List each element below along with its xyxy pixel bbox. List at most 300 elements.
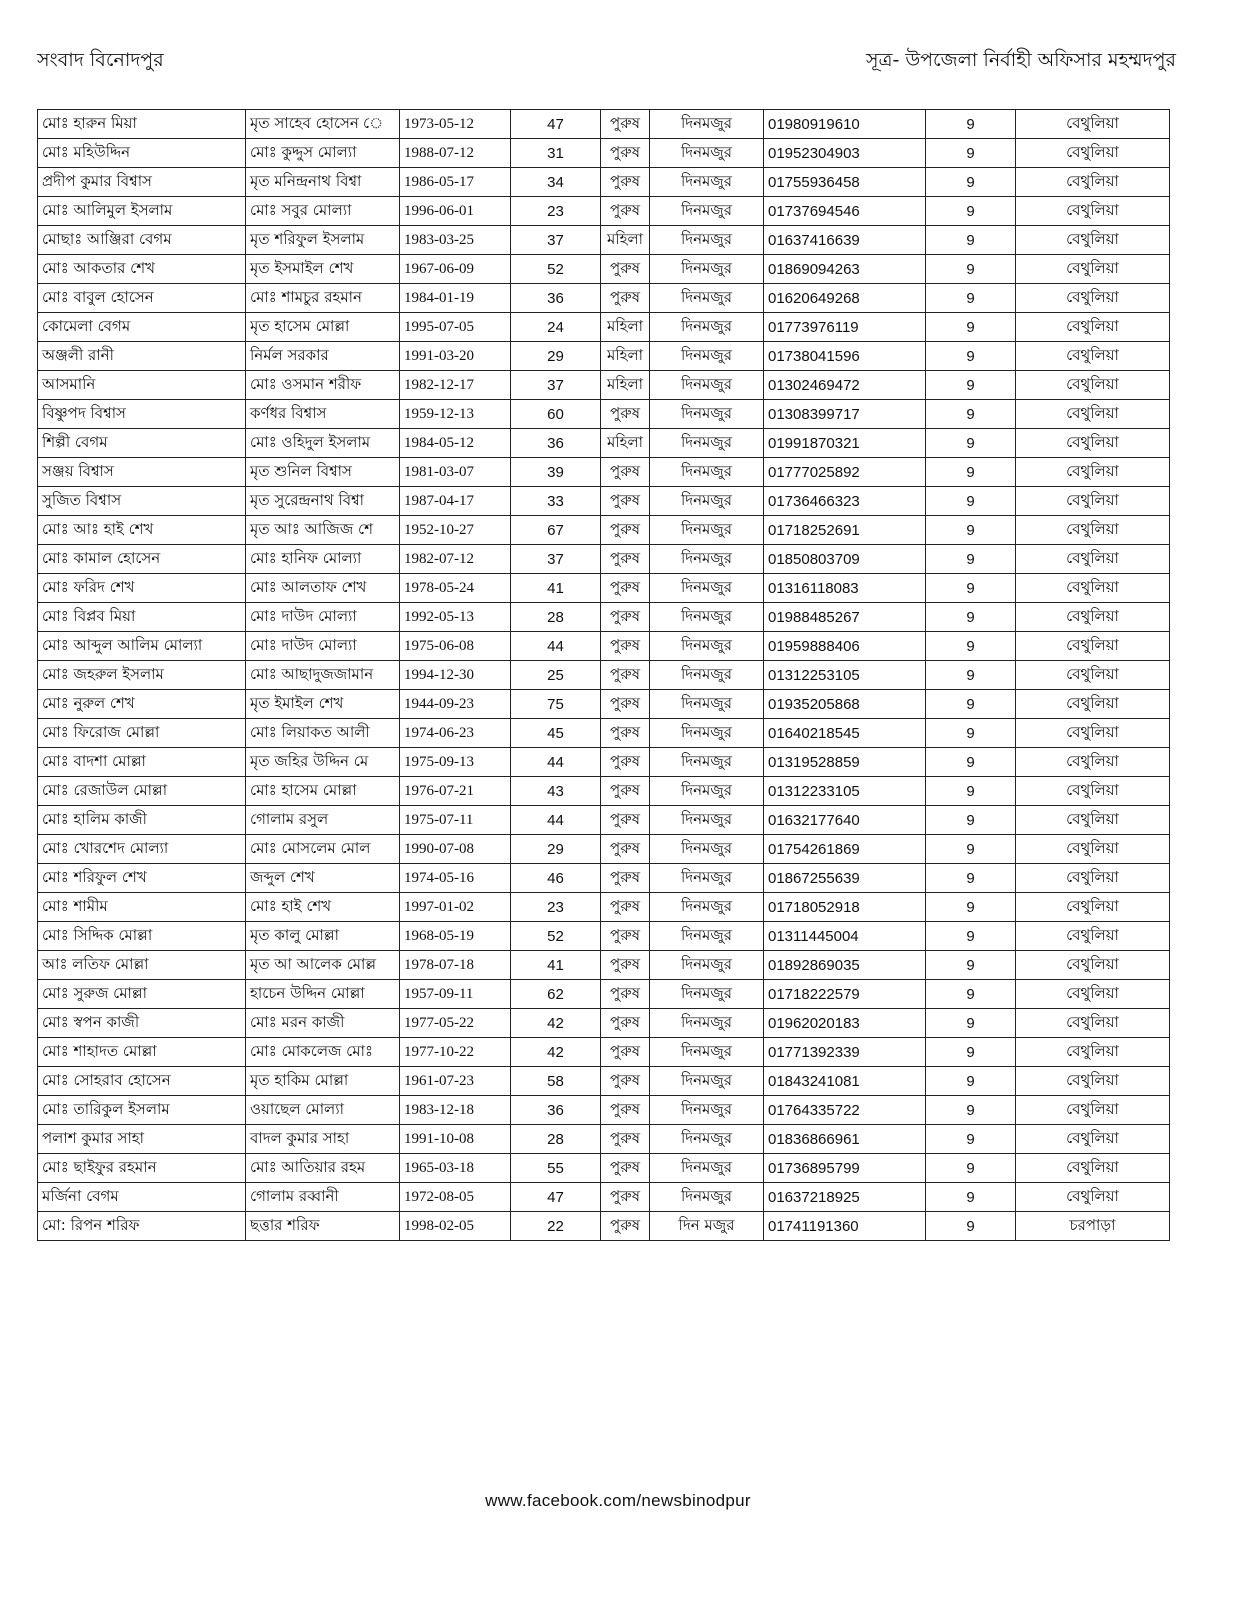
age-cell: 33: [511, 487, 601, 516]
ward-cell: 9: [926, 719, 1016, 748]
father-name-cell: গোলাম রসুল: [246, 806, 400, 835]
phone-cell: 01632177640: [764, 806, 926, 835]
table-row: [38, 806, 1170, 835]
village-cell: বেথুলিয়া: [1016, 226, 1170, 255]
age-cell: 24: [511, 313, 601, 342]
name-cell: শিল্পী বেগম: [38, 429, 246, 458]
table-row: [38, 1212, 1170, 1241]
ward-cell: 9: [926, 922, 1016, 951]
father-name-cell: মৃত আঃ আজিজ শে: [246, 516, 400, 545]
name-cell: মোঃ আব্দুল আলিম মোল্যা: [38, 632, 246, 661]
gender-cell: পুরুষ: [601, 1038, 650, 1067]
occupation-cell: দিনমজুর: [650, 458, 764, 487]
name-cell: মোঃ সিদ্দিক মোল্লা: [38, 922, 246, 951]
father-name-cell: মোঃ আতিয়ার রহম: [246, 1154, 400, 1183]
dob-cell: 1961-07-23: [400, 1067, 511, 1096]
occupation-cell: দিনমজুর: [650, 545, 764, 574]
village-cell: বেথুলিয়া: [1016, 1038, 1170, 1067]
father-name-cell: মৃত হাসেম মোল্লা: [246, 313, 400, 342]
name-cell: মোঃ আঃ হাই শেখ: [38, 516, 246, 545]
phone-cell: 01771392339: [764, 1038, 926, 1067]
father-name-cell: মোঃ ওহিদুল ইসলাম: [246, 429, 400, 458]
gender-cell: পুরুষ: [601, 255, 650, 284]
gender-cell: পুরুষ: [601, 139, 650, 168]
occupation-cell: দিনমজুর: [650, 748, 764, 777]
dob-cell: 1977-10-22: [400, 1038, 511, 1067]
phone-cell: 01718252691: [764, 516, 926, 545]
age-cell: 52: [511, 255, 601, 284]
phone-cell: 01777025892: [764, 458, 926, 487]
age-cell: 67: [511, 516, 601, 545]
name-cell: মর্জিনা বেগম: [38, 1183, 246, 1212]
dob-cell: 1982-07-12: [400, 545, 511, 574]
phone-cell: 01980919610: [764, 110, 926, 139]
table-row: [38, 864, 1170, 893]
age-cell: 39: [511, 458, 601, 487]
ward-cell: 9: [926, 139, 1016, 168]
phone-cell: 01637218925: [764, 1183, 926, 1212]
village-cell: বেথুলিয়া: [1016, 603, 1170, 632]
village-cell: বেথুলিয়া: [1016, 864, 1170, 893]
occupation-cell: দিনমজুর: [650, 632, 764, 661]
ward-cell: 9: [926, 951, 1016, 980]
age-cell: 31: [511, 139, 601, 168]
village-cell: বেথুলিয়া: [1016, 806, 1170, 835]
village-cell: বেথুলিয়া: [1016, 690, 1170, 719]
father-name-cell: মৃত কালু মোল্লা: [246, 922, 400, 951]
father-name-cell: মোঃ হাই শেখ: [246, 893, 400, 922]
phone-cell: 01892869035: [764, 951, 926, 980]
name-cell: মোঃ জহরুল ইসলাম: [38, 661, 246, 690]
ward-cell: 9: [926, 777, 1016, 806]
village-cell: বেথুলিয়া: [1016, 1096, 1170, 1125]
occupation-cell: দিনমজুর: [650, 864, 764, 893]
phone-cell: 01988485267: [764, 603, 926, 632]
gender-cell: পুরুষ: [601, 458, 650, 487]
age-cell: 37: [511, 545, 601, 574]
phone-cell: 01718052918: [764, 893, 926, 922]
dob-cell: 1992-05-13: [400, 603, 511, 632]
footer-facebook-url: www.facebook.com/newsbinodpur: [485, 1491, 751, 1510]
father-name-cell: ছত্তার শরিফ: [246, 1212, 400, 1241]
father-name-cell: মোঃ দাউদ মোল্যা: [246, 632, 400, 661]
village-cell: বেথুলিয়া: [1016, 545, 1170, 574]
gender-cell: পুরুষ: [601, 951, 650, 980]
phone-cell: 01311445004: [764, 922, 926, 951]
table-row: [38, 1183, 1170, 1212]
father-name-cell: মৃত হাকিম মোল্লা: [246, 1067, 400, 1096]
table-row: [38, 922, 1170, 951]
occupation-cell: দিনমজুর: [650, 516, 764, 545]
table-row: [38, 226, 1170, 255]
village-cell: বেথুলিয়া: [1016, 980, 1170, 1009]
dob-cell: 1977-05-22: [400, 1009, 511, 1038]
ward-cell: 9: [926, 1125, 1016, 1154]
name-cell: প্রদীপ কুমার বিশ্বাস: [38, 168, 246, 197]
age-cell: 47: [511, 1183, 601, 1212]
ward-cell: 9: [926, 632, 1016, 661]
name-cell: মোঃ নুরুল শেখ: [38, 690, 246, 719]
dob-cell: 1978-05-24: [400, 574, 511, 603]
occupation-cell: দিনমজুর: [650, 806, 764, 835]
dob-cell: 1994-12-30: [400, 661, 511, 690]
village-cell: বেথুলিয়া: [1016, 487, 1170, 516]
occupation-cell: দিনমজুর: [650, 1183, 764, 1212]
phone-cell: 01869094263: [764, 255, 926, 284]
ward-cell: 9: [926, 893, 1016, 922]
dob-cell: 1990-07-08: [400, 835, 511, 864]
name-cell: মোঃ ফিরোজ মোল্লা: [38, 719, 246, 748]
father-name-cell: বাদল কুমার সাহা: [246, 1125, 400, 1154]
phone-cell: 01962020183: [764, 1009, 926, 1038]
occupation-cell: দিনমজুর: [650, 400, 764, 429]
ward-cell: 9: [926, 226, 1016, 255]
table-row: [38, 400, 1170, 429]
name-cell: পলাশ কুমার সাহা: [38, 1125, 246, 1154]
dob-cell: 1952-10-27: [400, 516, 511, 545]
name-cell: মোঃ ছাইফুর রহমান: [38, 1154, 246, 1183]
age-cell: 28: [511, 603, 601, 632]
occupation-cell: দিনমজুর: [650, 1154, 764, 1183]
occupation-cell: দিনমজুর: [650, 342, 764, 371]
village-cell: বেথুলিয়া: [1016, 371, 1170, 400]
gender-cell: পুরুষ: [601, 1125, 650, 1154]
gender-cell: পুরুষ: [601, 835, 650, 864]
age-cell: 36: [511, 1096, 601, 1125]
table-row: [38, 690, 1170, 719]
father-name-cell: মোঃ মোসলেম মোল: [246, 835, 400, 864]
father-name-cell: মৃত ইমাইল শেখ: [246, 690, 400, 719]
phone-cell: 01755936458: [764, 168, 926, 197]
age-cell: 52: [511, 922, 601, 951]
name-cell: সঞ্জয় বিশ্বাস: [38, 458, 246, 487]
name-cell: মোঃ আকতার শেখ: [38, 255, 246, 284]
dob-cell: 1957-09-11: [400, 980, 511, 1009]
dob-cell: 1984-05-12: [400, 429, 511, 458]
table-row: [38, 980, 1170, 1009]
dob-cell: 1978-07-18: [400, 951, 511, 980]
village-cell: বেথুলিয়া: [1016, 400, 1170, 429]
village-cell: বেথুলিয়া: [1016, 661, 1170, 690]
village-cell: বেথুলিয়া: [1016, 748, 1170, 777]
name-cell: অঞ্জলী রানী: [38, 342, 246, 371]
ward-cell: 9: [926, 1154, 1016, 1183]
age-cell: 28: [511, 1125, 601, 1154]
age-cell: 44: [511, 748, 601, 777]
village-cell: চরপাড়া: [1016, 1212, 1170, 1241]
table-row: [38, 1067, 1170, 1096]
table-row: [38, 777, 1170, 806]
phone-cell: 01773976119: [764, 313, 926, 342]
village-cell: বেথুলিয়া: [1016, 951, 1170, 980]
ward-cell: 9: [926, 748, 1016, 777]
dob-cell: 1997-01-02: [400, 893, 511, 922]
occupation-cell: দিনমজুর: [650, 1038, 764, 1067]
name-cell: কোমেলা বেগম: [38, 313, 246, 342]
ward-cell: 9: [926, 1038, 1016, 1067]
table-row: [38, 1038, 1170, 1067]
ward-cell: 9: [926, 603, 1016, 632]
occupation-cell: দিনমজুর: [650, 110, 764, 139]
ward-cell: 9: [926, 516, 1016, 545]
ward-cell: 9: [926, 110, 1016, 139]
father-name-cell: মোঃ হাসেম মোল্লা: [246, 777, 400, 806]
name-cell: মো: রিপন শরিফ: [38, 1212, 246, 1241]
phone-cell: 01316118083: [764, 574, 926, 603]
table-row: [38, 719, 1170, 748]
village-cell: বেথুলিয়া: [1016, 574, 1170, 603]
ward-cell: 9: [926, 1067, 1016, 1096]
phone-cell: 01764335722: [764, 1096, 926, 1125]
ward-cell: 9: [926, 371, 1016, 400]
phone-cell: 01991870321: [764, 429, 926, 458]
dob-cell: 1984-01-19: [400, 284, 511, 313]
dob-cell: 1972-08-05: [400, 1183, 511, 1212]
ward-cell: 9: [926, 342, 1016, 371]
table-row: [38, 574, 1170, 603]
gender-cell: মহিলা: [601, 371, 650, 400]
table-row: [38, 487, 1170, 516]
name-cell: মোছাঃ আঞ্জিরা বেগম: [38, 226, 246, 255]
occupation-cell: দিনমজুর: [650, 893, 764, 922]
gender-cell: পুরুষ: [601, 1067, 650, 1096]
phone-cell: 01640218545: [764, 719, 926, 748]
village-cell: বেথুলিয়া: [1016, 835, 1170, 864]
phone-cell: 01959888406: [764, 632, 926, 661]
phone-cell: 01867255639: [764, 864, 926, 893]
table-row: [38, 1125, 1170, 1154]
phone-cell: 01738041596: [764, 342, 926, 371]
occupation-cell: দিনমজুর: [650, 1067, 764, 1096]
ward-cell: 9: [926, 980, 1016, 1009]
village-cell: বেথুলিয়া: [1016, 893, 1170, 922]
name-cell: মোঃ আলিমুল ইসলাম: [38, 197, 246, 226]
father-name-cell: মোঃ ওসমান শরীফ: [246, 371, 400, 400]
dob-cell: 1991-03-20: [400, 342, 511, 371]
header-source-credit: সূত্র- উপজেলা নির্বাহী অফিসার মহম্মদপুর: [865, 49, 1176, 71]
father-name-cell: মোঃ হানিফ মোল্যা: [246, 545, 400, 574]
occupation-cell: দিনমজুর: [650, 197, 764, 226]
name-cell: মোঃ বাবুল হোসেন: [38, 284, 246, 313]
father-name-cell: মৃত শরিফুল ইসলাম: [246, 226, 400, 255]
gender-cell: পুরুষ: [601, 168, 650, 197]
gender-cell: পুরুষ: [601, 719, 650, 748]
dob-cell: 1968-05-19: [400, 922, 511, 951]
occupation-cell: দিনমজুর: [650, 980, 764, 1009]
age-cell: 36: [511, 429, 601, 458]
phone-cell: 01850803709: [764, 545, 926, 574]
ward-cell: 9: [926, 806, 1016, 835]
dob-cell: 1965-03-18: [400, 1154, 511, 1183]
occupation-cell: দিনমজুর: [650, 371, 764, 400]
age-cell: 47: [511, 110, 601, 139]
ward-cell: 9: [926, 835, 1016, 864]
gender-cell: মহিলা: [601, 313, 650, 342]
father-name-cell: মৃত সাহেব হোসেন ে: [246, 110, 400, 139]
occupation-cell: দিনমজুর: [650, 429, 764, 458]
phone-cell: 01718222579: [764, 980, 926, 1009]
age-cell: 22: [511, 1212, 601, 1241]
occupation-cell: দিনমজুর: [650, 1009, 764, 1038]
name-cell: আঃ লতিফ মোল্লা: [38, 951, 246, 980]
age-cell: 29: [511, 835, 601, 864]
table-row: [38, 661, 1170, 690]
table-row: [38, 110, 1170, 139]
father-name-cell: মোঃ আলতাফ শেখ: [246, 574, 400, 603]
name-cell: মোঃ রেজাউল মোল্লা: [38, 777, 246, 806]
beneficiary-table: [37, 109, 1170, 1241]
name-cell: মোঃ কামাল হোসেন: [38, 545, 246, 574]
village-cell: বেথুলিয়া: [1016, 1067, 1170, 1096]
gender-cell: মহিলা: [601, 342, 650, 371]
father-name-cell: মৃত সুরেন্দ্রনাথ বিশ্বা: [246, 487, 400, 516]
gender-cell: পুরুষ: [601, 632, 650, 661]
name-cell: মোঃ বিপ্লব মিয়া: [38, 603, 246, 632]
phone-cell: 01737694546: [764, 197, 926, 226]
ward-cell: 9: [926, 197, 1016, 226]
gender-cell: পুরুষ: [601, 661, 650, 690]
father-name-cell: মোঃ আছাদুজজামান: [246, 661, 400, 690]
village-cell: বেথুলিয়া: [1016, 110, 1170, 139]
age-cell: 58: [511, 1067, 601, 1096]
occupation-cell: দিনমজুর: [650, 951, 764, 980]
father-name-cell: গোলাম রব্বানী: [246, 1183, 400, 1212]
dob-cell: 1973-05-12: [400, 110, 511, 139]
father-name-cell: মোঃ মরন কাজী: [246, 1009, 400, 1038]
table-row: [38, 748, 1170, 777]
occupation-cell: দিনমজুর: [650, 1125, 764, 1154]
father-name-cell: মোঃ কুদ্দুস মোল্যা: [246, 139, 400, 168]
ward-cell: 9: [926, 864, 1016, 893]
age-cell: 42: [511, 1038, 601, 1067]
gender-cell: পুরুষ: [601, 1096, 650, 1125]
village-cell: বেথুলিয়া: [1016, 632, 1170, 661]
name-cell: মোঃ মহিউদ্দিন: [38, 139, 246, 168]
dob-cell: 1986-05-17: [400, 168, 511, 197]
ward-cell: 9: [926, 255, 1016, 284]
village-cell: বেথুলিয়া: [1016, 197, 1170, 226]
table-row: [38, 139, 1170, 168]
village-cell: বেথুলিয়া: [1016, 1183, 1170, 1212]
dob-cell: 1982-12-17: [400, 371, 511, 400]
occupation-cell: দিনমজুর: [650, 574, 764, 603]
dob-cell: 1975-06-08: [400, 632, 511, 661]
age-cell: 44: [511, 806, 601, 835]
name-cell: মোঃ খোরশেদ মোল্যা: [38, 835, 246, 864]
father-name-cell: মোঃ দাউদ মোল্যা: [246, 603, 400, 632]
village-cell: বেথুলিয়া: [1016, 429, 1170, 458]
age-cell: 42: [511, 1009, 601, 1038]
father-name-cell: হাচেন উদ্দিন মোল্লা: [246, 980, 400, 1009]
table-row: [38, 951, 1170, 980]
dob-cell: 1987-04-17: [400, 487, 511, 516]
dob-cell: 1981-03-07: [400, 458, 511, 487]
father-name-cell: মৃত মনিন্দ্রনাথ বিশ্বা: [246, 168, 400, 197]
phone-cell: 01836866961: [764, 1125, 926, 1154]
name-cell: মোঃ বাদশা মোল্লা: [38, 748, 246, 777]
name-cell: মোঃ শরিফুল শেখ: [38, 864, 246, 893]
name-cell: মোঃ স্বপন কাজী: [38, 1009, 246, 1038]
age-cell: 75: [511, 690, 601, 719]
phone-cell: 01312253105: [764, 661, 926, 690]
occupation-cell: দিনমজুর: [650, 255, 764, 284]
gender-cell: পুরুষ: [601, 400, 650, 429]
village-cell: বেথুলিয়া: [1016, 516, 1170, 545]
father-name-cell: মৃত ইসমাইল শেখ: [246, 255, 400, 284]
ward-cell: 9: [926, 574, 1016, 603]
ward-cell: 9: [926, 1212, 1016, 1241]
father-name-cell: ওয়াছেল মোল্যা: [246, 1096, 400, 1125]
gender-cell: পুরুষ: [601, 690, 650, 719]
ward-cell: 9: [926, 458, 1016, 487]
occupation-cell: দিনমজুর: [650, 835, 764, 864]
dob-cell: 1988-07-12: [400, 139, 511, 168]
dob-cell: 1983-03-25: [400, 226, 511, 255]
age-cell: 46: [511, 864, 601, 893]
father-name-cell: মোঃ মোকলেজ মোঃ: [246, 1038, 400, 1067]
name-cell: সুজিত বিশ্বাস: [38, 487, 246, 516]
age-cell: 34: [511, 168, 601, 197]
occupation-cell: দিনমজুর: [650, 226, 764, 255]
gender-cell: পুরুষ: [601, 748, 650, 777]
ward-cell: 9: [926, 1183, 1016, 1212]
father-name-cell: মোঃ সবুর মোল্যা: [246, 197, 400, 226]
father-name-cell: জব্দুল শেখ: [246, 864, 400, 893]
occupation-cell: দিনমজুর: [650, 487, 764, 516]
village-cell: বেথুলিয়া: [1016, 139, 1170, 168]
dob-cell: 1959-12-13: [400, 400, 511, 429]
table-body: [38, 110, 1170, 1241]
name-cell: মোঃ হালিম কাজী: [38, 806, 246, 835]
village-cell: বেথুলিয়া: [1016, 284, 1170, 313]
age-cell: 23: [511, 893, 601, 922]
village-cell: বেথুলিয়া: [1016, 255, 1170, 284]
gender-cell: পুরুষ: [601, 516, 650, 545]
village-cell: বেথুলিয়া: [1016, 1154, 1170, 1183]
dob-cell: 1995-07-05: [400, 313, 511, 342]
ward-cell: 9: [926, 487, 1016, 516]
gender-cell: পুরুষ: [601, 487, 650, 516]
occupation-cell: দিনমজুর: [650, 168, 764, 197]
village-cell: বেথুলিয়া: [1016, 313, 1170, 342]
dob-cell: 1976-07-21: [400, 777, 511, 806]
father-name-cell: মোঃ লিয়াকত আলী: [246, 719, 400, 748]
dob-cell: 1944-09-23: [400, 690, 511, 719]
table-row: [38, 516, 1170, 545]
gender-cell: পুরুষ: [601, 545, 650, 574]
gender-cell: পুরুষ: [601, 574, 650, 603]
ward-cell: 9: [926, 400, 1016, 429]
gender-cell: পুরুষ: [601, 893, 650, 922]
table-row: [38, 1009, 1170, 1038]
table-row: [38, 632, 1170, 661]
phone-cell: 01736895799: [764, 1154, 926, 1183]
name-cell: আসমানি: [38, 371, 246, 400]
ward-cell: 9: [926, 429, 1016, 458]
father-name-cell: নির্মল সরকার: [246, 342, 400, 371]
ward-cell: 9: [926, 284, 1016, 313]
village-cell: বেথুলিয়া: [1016, 922, 1170, 951]
dob-cell: 1991-10-08: [400, 1125, 511, 1154]
father-name-cell: মোঃ শামচুর রহমান: [246, 284, 400, 313]
village-cell: বেথুলিয়া: [1016, 719, 1170, 748]
table-row: [38, 835, 1170, 864]
table-row: [38, 197, 1170, 226]
ward-cell: 9: [926, 313, 1016, 342]
father-name-cell: কর্ণধর বিশ্বাস: [246, 400, 400, 429]
gender-cell: পুরুষ: [601, 864, 650, 893]
gender-cell: পুরুষ: [601, 197, 650, 226]
